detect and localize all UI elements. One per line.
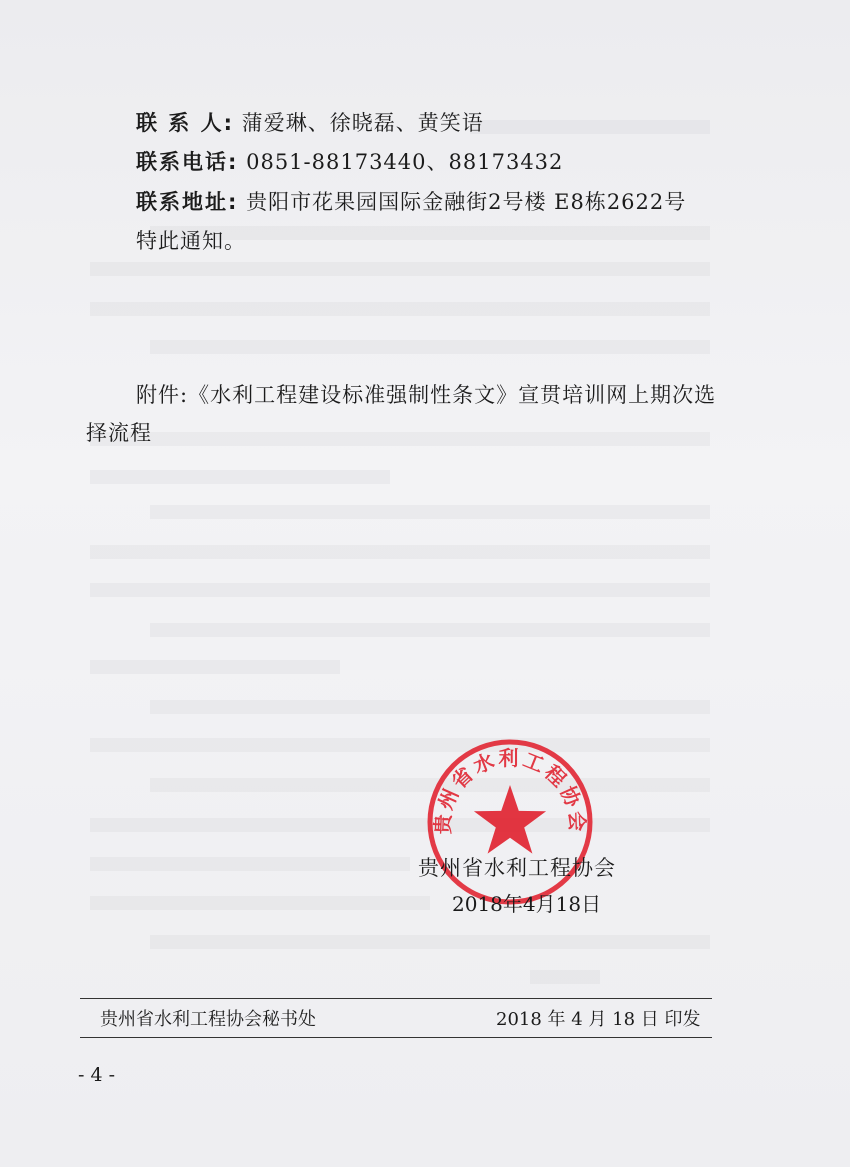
contact-person-value: 蒲爱琳、徐晓磊、黄笑语	[241, 111, 484, 135]
footer-bottom-rule	[80, 1037, 712, 1038]
attachment-line-1: 附件:《水利工程建设标准强制性条文》宣贯培训网上期次选	[136, 383, 717, 407]
contact-phone-row	[136, 148, 563, 176]
signing-date: 2018年4月18日	[452, 892, 602, 916]
page-number: - 4 -	[78, 1064, 116, 1086]
contact-address-row	[136, 188, 686, 216]
signing-organization: 贵州省水利工程协会	[418, 856, 616, 880]
footer-issuer: 贵州省水利工程协会秘书处	[100, 1009, 316, 1030]
contact-person-label: 联 系 人:	[136, 111, 235, 135]
footer-print-date: 2018 年 4 月 18 日 印发	[496, 1009, 701, 1030]
footer-top-rule	[80, 998, 712, 999]
attachment-line-2: 择流程	[86, 421, 152, 445]
closing-remark: 特此通知。	[136, 229, 246, 253]
seal-text: 贵州省水利工程协会	[430, 746, 590, 835]
contact-address-label: 联系地址:	[136, 190, 239, 214]
contact-phone-label: 联系电话:	[136, 150, 239, 174]
contact-person-row	[136, 109, 484, 137]
contact-address-value: 贵阳市花果园国际金融街2号楼 E8栋2622号	[246, 190, 687, 214]
contact-phone-value: 0851-88173440、88173432	[246, 150, 564, 174]
